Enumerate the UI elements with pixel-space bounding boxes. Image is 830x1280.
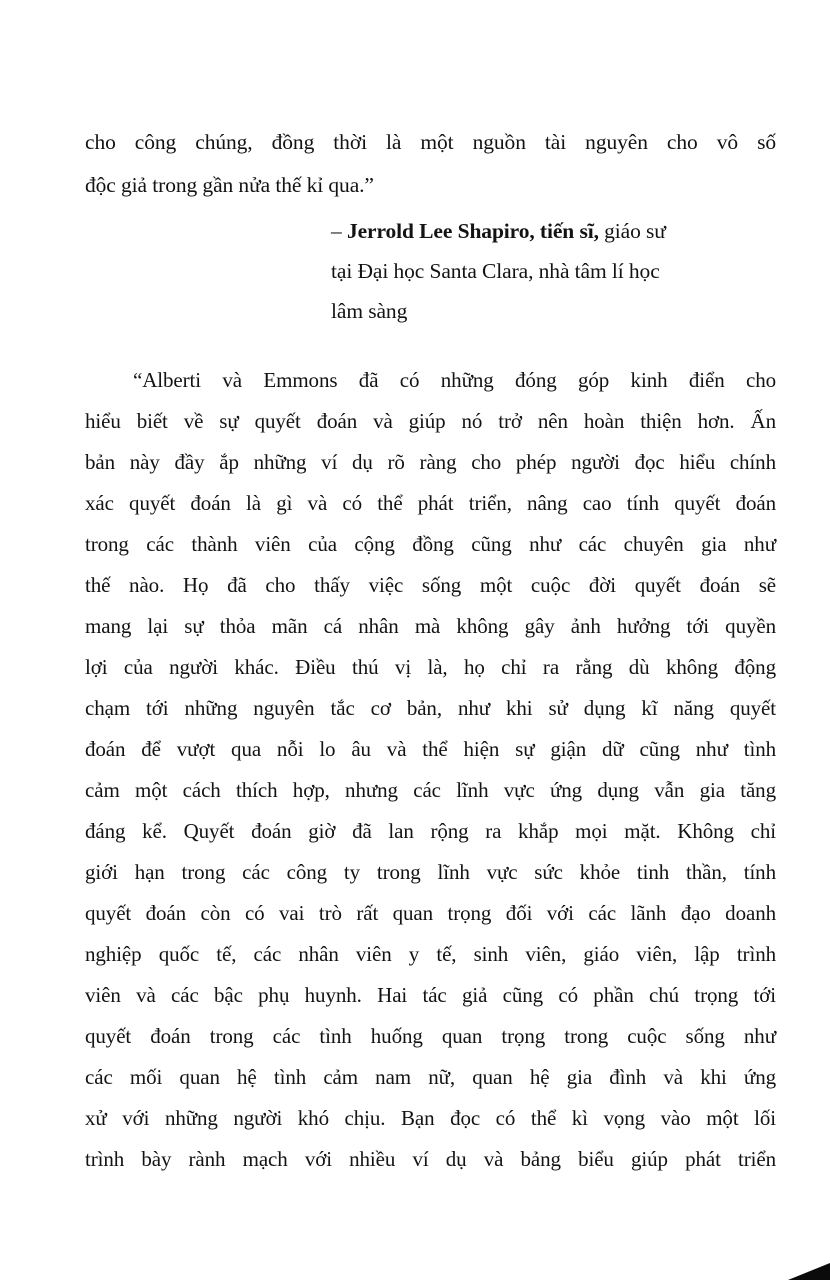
attribution-role: giáo sư	[604, 219, 666, 243]
body-line: quyết đoán còn có vai trò rất quan trọng đối với các lãnh đạo doanh	[85, 901, 776, 925]
body-line: trình bày rành mạch với nhiều ví dụ và bảng biểu giúp phát triển	[85, 1147, 776, 1171]
body-line: cảm một cách thích hợp, nhưng các lĩnh vực ứng dụng vẫn gia tăng	[85, 778, 776, 802]
attribution-name: Jerrold Lee Shapiro, tiến sĩ,	[346, 219, 599, 243]
body-line: đáng kể. Quyết đoán giờ đã lan rộng ra khắp mọi mặt. Không chỉ	[85, 819, 776, 843]
body-line: xử với những người khó chịu. Bạn đọc có thể kì vọng vào một lối	[85, 1106, 776, 1130]
body-line: giới hạn trong các công ty trong lĩnh vực sức khỏe tinh thần, tính	[85, 860, 776, 884]
body-line: hiểu biết về sự quyết đoán và giúp nó trở nên hoàn thiện hơn. Ấn	[85, 409, 776, 433]
body-line: quyết đoán trong các tình huống quan trọng trong cuộc sống như	[85, 1024, 776, 1048]
quote-attribution	[331, 211, 778, 331]
attribution-line: lâm sàng	[331, 299, 408, 323]
body-line: viên và các bậc phụ huynh. Hai tác giả cũng có phần chú trọng tới	[85, 983, 776, 1007]
body-line: đoán để vượt qua nỗi lo âu và thể hiện sự giận dữ cũng như tình	[85, 737, 776, 761]
attribution-line	[331, 211, 778, 251]
body-paragraph	[85, 360, 776, 1180]
quote-line: cho công chúng, đồng thời là một nguồn tài nguyên cho vô số	[85, 130, 776, 154]
body-line: nghiệp quốc tế, các nhân viên y tế, sinh viên, giáo viên, lập trình	[85, 942, 776, 966]
body-line: các mối quan hệ tình cảm nam nữ, quan hệ gia đình và khi ứng	[85, 1065, 776, 1089]
body-line: “Alberti và Emmons đã có những đóng góp kinh điển cho	[133, 368, 776, 392]
body-line: xác quyết đoán là gì và có thể phát triển, nâng cao tính quyết đoán	[85, 491, 776, 515]
quote-continuation	[85, 121, 776, 207]
body-line: thế nào. Họ đã cho thấy việc sống một cuộc đời quyết đoán sẽ	[85, 573, 776, 597]
body-line: chạm tới những nguyên tắc cơ bản, như khi sử dụng kĩ năng quyết	[85, 696, 776, 720]
body-line: trong các thành viên của cộng đồng cũng như các chuyên gia như	[85, 532, 776, 556]
attribution-dash: –	[331, 219, 342, 243]
body-line: bản này đầy ắp những ví dụ rõ ràng cho phép người đọc hiểu chính	[85, 450, 776, 474]
scan-corner-artifact	[788, 1263, 830, 1280]
body-line: mang lại sự thỏa mãn cá nhân mà không gây ảnh hưởng tới quyền	[85, 614, 776, 638]
attribution-line: tại Đại học Santa Clara, nhà tâm lí học	[331, 259, 660, 283]
quote-line: độc giả trong gần nửa thế kỉ qua.”	[85, 173, 374, 197]
body-line: lợi của người khác. Điều thú vị là, họ chỉ ra rằng dù không động	[85, 655, 776, 679]
